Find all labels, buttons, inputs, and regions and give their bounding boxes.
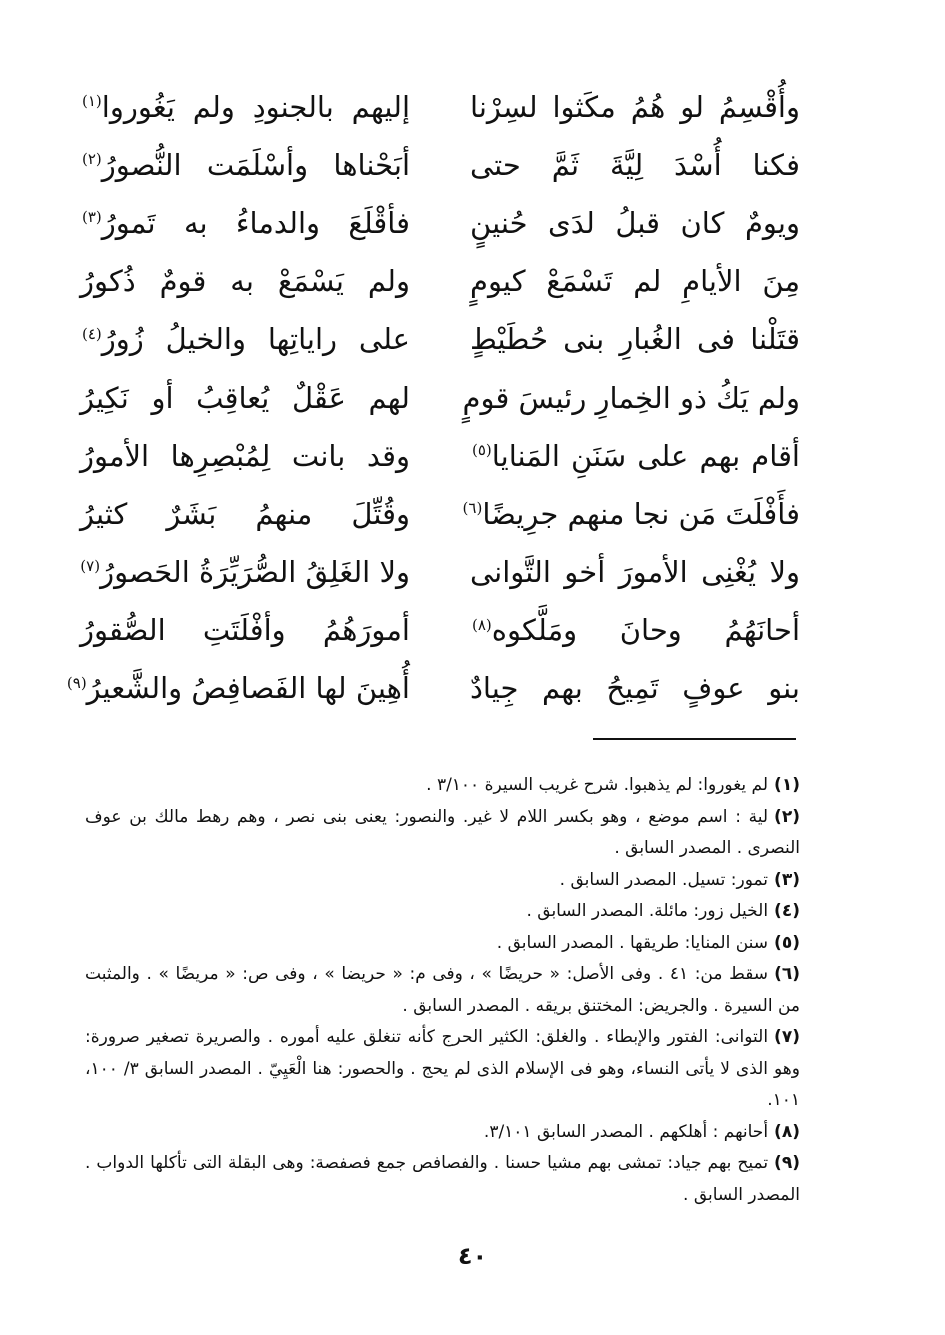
second-hemistich bbox=[80, 555, 410, 590]
second-hemistich bbox=[80, 147, 410, 182]
first-hemistich bbox=[470, 264, 800, 299]
second-hemistich bbox=[80, 613, 410, 648]
hemistich-text: وقد بانت لِمُبْصِرِها الأمورُ bbox=[80, 438, 410, 473]
footnote-marker: (٧) bbox=[80, 557, 101, 576]
footnote-marker: (٤) bbox=[82, 324, 102, 343]
footnote-text: التوانى: الفتور والإبطاء . والغلق: الكثير الحرج كأنه تنغلق عليه أموره . والصريرة تصغير صرورة: وهو الذى لا يأتى النساء، وهو فى الإسلام الذى لم يحج . والحصور: هنا الْعَيِيّ . المصدر السابق ٣/ ١٠٠، ١٠١. bbox=[85, 1027, 800, 1110]
hemistich-text: أبَحْناها وأسْلَمَت النُّصورُ bbox=[101, 147, 410, 182]
verse-line bbox=[80, 194, 800, 252]
hemistich-text: أمورَهُمُ وأفْلَتَتِ الصُّقورُ bbox=[80, 613, 410, 648]
first-hemistich bbox=[470, 322, 800, 357]
footnote-text: سنن المنايا: طريقها . المصدر السابق . bbox=[496, 932, 769, 953]
hemistich-text: ويومٌ كان قبلُ لدَى حُنينٍ bbox=[470, 205, 800, 240]
first-hemistich bbox=[470, 555, 800, 590]
hemistich-text: أحانَهُمُ وحانَ ومَلَّكوه bbox=[491, 613, 800, 648]
hemistich-text: أُهِينَ لها الفَصافِصُ والشَّعيرُ bbox=[86, 671, 410, 706]
footnote-marker: (٨) bbox=[472, 615, 492, 634]
hemistich-text: قتَلْنا فى الغُبارِ بنى حُطَيْطٍ bbox=[470, 322, 800, 357]
footnote-number: (٩) bbox=[774, 1153, 800, 1173]
footnote-number: (٧) bbox=[774, 1027, 800, 1047]
footnote-number: (٨) bbox=[774, 1121, 800, 1142]
footnote bbox=[85, 1117, 800, 1149]
first-hemistich bbox=[462, 380, 800, 415]
hemistich-text: وأُقْسِمُ لو هُمُ مكَثوا لسِرْنا bbox=[470, 89, 800, 124]
footnote-text: لم يغوروا: لم يذهبوا. شرح غريب السيرة ٣/١٠٠ . bbox=[426, 775, 769, 795]
hemistich-text: مِنَ الأيامِ لم تَسْمَعْ كيومٍ bbox=[470, 264, 800, 299]
footnote-text: سقط من: ٤١ . وفى الأصل: « حريضًا » ، وفى م: « حريضا » ، وفى ص: « مريضًا » . والمثبت من السيرة . والجريض: المختنق بريقه . المصدر السابق . bbox=[85, 964, 800, 1016]
poem bbox=[66, 78, 800, 718]
footnote-marker: (٢) bbox=[82, 150, 102, 169]
second-hemistich bbox=[80, 438, 410, 473]
verse-line bbox=[80, 136, 800, 194]
second-hemistich bbox=[80, 205, 410, 240]
footnote-number: (٢) bbox=[774, 806, 800, 827]
first-hemistich bbox=[470, 613, 800, 648]
footnote bbox=[85, 802, 800, 865]
footnote bbox=[85, 770, 800, 802]
verse-line bbox=[80, 253, 800, 311]
hemistich-text: أقام بهم على سَنَنِ المَنايا bbox=[491, 438, 800, 473]
first-hemistich bbox=[462, 496, 800, 531]
footnote bbox=[85, 1022, 800, 1117]
footnotes bbox=[85, 770, 800, 1211]
hemistich-text: بنو عوفٍ تَمِيحُ بهم جِيادٌ bbox=[470, 671, 800, 706]
verse-line bbox=[80, 427, 800, 485]
footnote-marker: (٥) bbox=[472, 441, 492, 460]
first-hemistich bbox=[470, 147, 800, 182]
footnote-text: أحانهم : أهلكهم . المصدر السابق ٣/١٠١. bbox=[483, 1121, 769, 1142]
second-hemistich bbox=[80, 496, 410, 531]
footnote-marker: (٣) bbox=[82, 208, 102, 227]
verse-line bbox=[80, 485, 800, 543]
hemistich-text: فأَفْلَتَ مَن نجا منهم جرِيضًا bbox=[482, 496, 800, 531]
first-hemistich bbox=[470, 89, 800, 124]
footnote bbox=[85, 865, 800, 897]
hemistich-text: فأقْلَعَ والدماءُ به تَمورُ bbox=[101, 205, 410, 240]
hemistich-text: ولم يَسْمَعْ به قومٌ ذُكورُ bbox=[80, 264, 410, 299]
second-hemistich bbox=[80, 89, 410, 124]
hemistich-text: ولا يُغْنِى الأمورَ أخو التَّوانى bbox=[470, 555, 800, 590]
verse-line bbox=[80, 78, 800, 136]
verse-line bbox=[80, 544, 800, 602]
page-number: ٤٠ bbox=[457, 1242, 488, 1270]
hemistich-text: إليهم بالجنودِ ولم يَغُوروا bbox=[101, 89, 410, 124]
footnote-number: (٦) bbox=[774, 964, 801, 984]
verse-line bbox=[80, 602, 800, 660]
verse-line bbox=[80, 369, 800, 427]
footnote-separator bbox=[593, 738, 796, 740]
footnote-number: (١) bbox=[774, 775, 800, 795]
hemistich-text: وقُتِّلَ منهمُ بَشَرٌ كثيرُ bbox=[80, 496, 410, 531]
hemistich-text: على راياتِها والخيلُ زُورُ bbox=[101, 322, 410, 357]
second-hemistich bbox=[80, 380, 410, 415]
footnote-text: تميح بهم جياد: تمشى بهم مشيا حسنا . والفصافص جمع فصفصة: وهى البقلة التى تأكلها الدواب . المصدر السابق . bbox=[85, 1153, 800, 1205]
footnote-marker: (٦) bbox=[462, 499, 483, 518]
footnote-number: (٥) bbox=[774, 932, 800, 953]
footnote bbox=[85, 1148, 800, 1211]
hemistich-text: ولم يَكُ ذو الخِمارِ رئيسَ قومٍ bbox=[462, 380, 800, 415]
verse-line bbox=[66, 660, 800, 718]
footnote bbox=[85, 928, 800, 960]
footnote-text: لية : اسم موضع ، وهو بكسر اللام لا غير. والنصور: يعنى بنى نصر ، وهم رهط مالك بن عوف النصرى . المصدر السابق . bbox=[85, 806, 800, 858]
hemistich-text: ولا الغَلِقُ الصُّرَيِّرَةُ الحَصورُ bbox=[100, 555, 410, 590]
footnote-marker: (١) bbox=[82, 91, 102, 110]
footnote bbox=[85, 896, 800, 928]
second-hemistich bbox=[80, 322, 410, 357]
second-hemistich bbox=[66, 671, 410, 706]
footnote-text: الخيل زور: مائلة. المصدر السابق . bbox=[526, 901, 769, 921]
second-hemistich bbox=[80, 264, 410, 299]
first-hemistich bbox=[470, 438, 800, 473]
hemistich-text: لهم عَقْلٌ يُعاقِبُ أو نَكِيرُ bbox=[80, 380, 410, 415]
footnote-marker: (٩) bbox=[66, 673, 87, 692]
footnote bbox=[85, 959, 800, 1022]
footnote-number: (٤) bbox=[774, 901, 800, 921]
footnote-text: تمور: تسيل. المصدر السابق . bbox=[559, 869, 769, 890]
verse-line bbox=[80, 311, 800, 369]
first-hemistich bbox=[470, 671, 800, 706]
footnote-number: (٣) bbox=[774, 869, 800, 890]
hemistich-text: فكنا أُسْدَ لِيَّةَ ثَمَّ حتى bbox=[470, 147, 800, 182]
first-hemistich bbox=[470, 205, 800, 240]
